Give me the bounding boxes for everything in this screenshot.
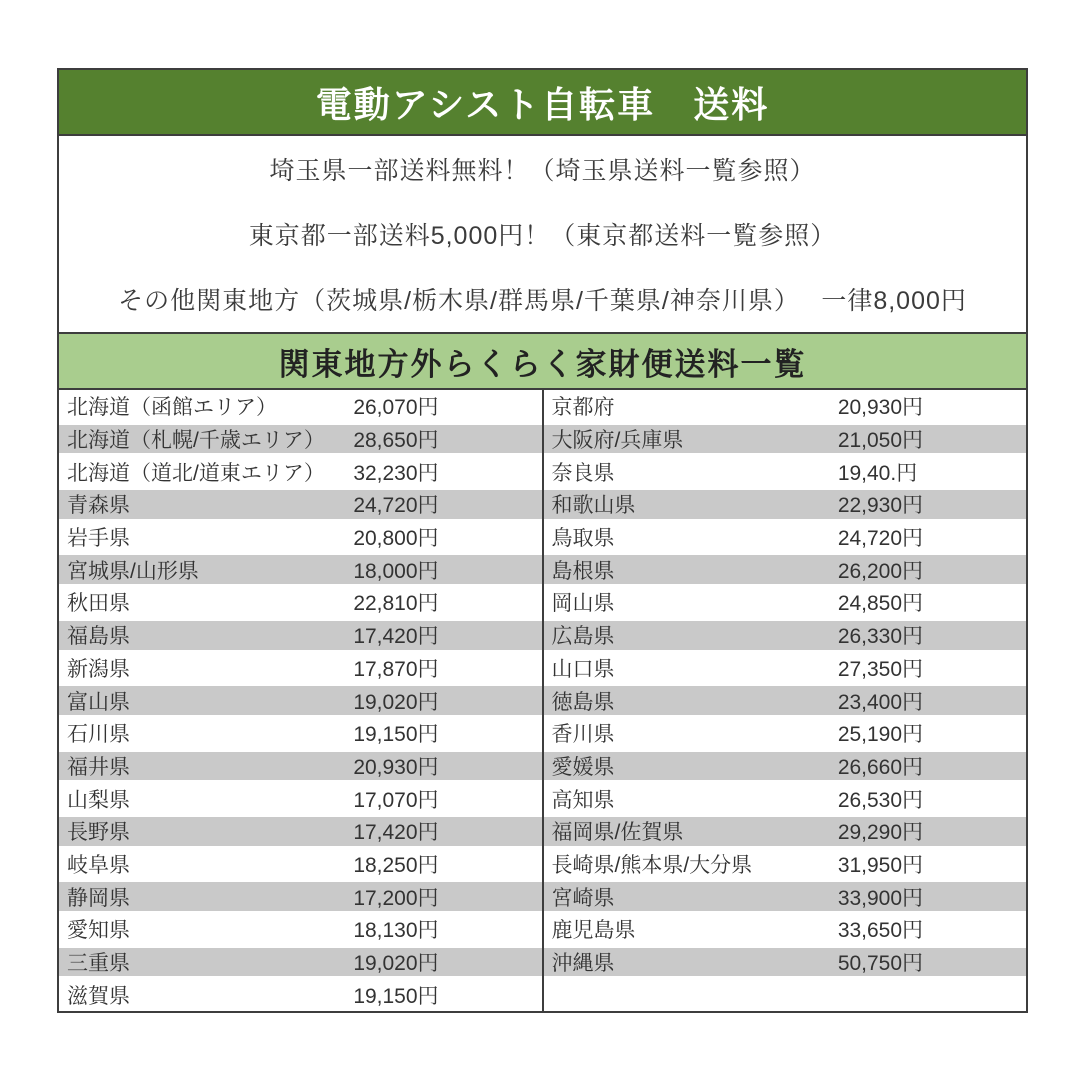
- table-row: [59, 455, 542, 488]
- shipping-price: 28,650円: [353, 429, 439, 453]
- shipping-price: 25,190円: [837, 723, 924, 747]
- prefecture-name: 愛媛県: [551, 755, 615, 779]
- shipping-price: 26,530円: [837, 788, 924, 812]
- prefecture-name: 愛知県: [67, 919, 130, 943]
- prefecture-name: 高知県: [551, 788, 615, 812]
- table-row: [544, 913, 1027, 946]
- shipping-price: 22,810円: [353, 592, 439, 616]
- prefecture-name: 宮崎県: [551, 886, 615, 910]
- shipping-price: 19,020円: [353, 952, 439, 976]
- table-row: [59, 423, 542, 456]
- prefecture-name: 岡山県: [551, 592, 615, 616]
- prefecture-name: 北海道（道北/道東エリア）: [67, 461, 325, 485]
- table-left-column: [59, 390, 542, 1011]
- table-title-bar: [59, 332, 1026, 390]
- shipping-price: 24,720円: [353, 494, 439, 518]
- table-row: [59, 880, 542, 913]
- prefecture-name: 島根県: [551, 559, 615, 583]
- table-row: [59, 586, 542, 619]
- table-title: 関東地方外らくらく家財便送料一覧: [278, 346, 807, 382]
- table-row: [59, 913, 542, 946]
- prefecture-name: 沖縄県: [551, 952, 615, 976]
- prefecture-name: 香川県: [551, 723, 615, 747]
- prefecture-name: 静岡県: [67, 886, 130, 910]
- table-row: [544, 553, 1027, 586]
- table-row: [59, 488, 542, 521]
- prefecture-name: 宮城県/山形県: [67, 559, 199, 583]
- table-row: [544, 652, 1027, 685]
- table-row: [59, 652, 542, 685]
- table-row: [59, 619, 542, 652]
- table-row: [544, 946, 1027, 979]
- shipping-price: 33,900円: [837, 886, 924, 910]
- table-row: [544, 455, 1027, 488]
- prefecture-name: 徳島県: [551, 690, 615, 714]
- prefecture-name: 福岡県/佐賀県: [551, 821, 684, 845]
- shipping-price: 26,070円: [353, 396, 439, 420]
- shipping-price: 17,420円: [353, 625, 439, 649]
- prefecture-name: 岐阜県: [67, 853, 130, 877]
- main-title-bar: [59, 70, 1026, 136]
- shipping-price: 17,420円: [353, 821, 439, 845]
- prefecture-name: 青森県: [67, 494, 130, 518]
- prefecture-name: 鹿児島県: [551, 919, 636, 943]
- shipping-price: 27,350円: [837, 657, 924, 681]
- prefecture-name: 岩手県: [67, 527, 130, 551]
- shipping-price: 19,020円: [353, 690, 439, 714]
- shipping-price: 29,290円: [837, 821, 924, 845]
- shipping-info-card: [57, 68, 1028, 1013]
- shipping-price: 24,720円: [837, 527, 924, 551]
- prefecture-name: 滋賀県: [67, 984, 130, 1008]
- table-row: [59, 946, 542, 979]
- prefecture-name: 長野県: [67, 821, 130, 845]
- shipping-price: 26,330円: [837, 625, 924, 649]
- prefecture-name: 石川県: [67, 723, 130, 747]
- table-right-column: [544, 390, 1027, 1011]
- table-row: [544, 684, 1027, 717]
- table-row: [59, 978, 542, 1011]
- shipping-price: 21,050円: [837, 429, 924, 453]
- table-row: [544, 815, 1027, 848]
- shipping-price: 26,200円: [837, 559, 924, 583]
- shipping-price: 18,130円: [353, 919, 439, 943]
- shipping-price: 18,000円: [353, 559, 439, 583]
- table-row: [544, 521, 1027, 554]
- shipping-price: 17,070円: [353, 788, 439, 812]
- shipping-price: 18,250円: [353, 853, 439, 877]
- prefecture-name: 福島県: [67, 625, 130, 649]
- table-row: [544, 619, 1027, 652]
- shipping-price: 19,40.円: [837, 461, 918, 485]
- table-row: [59, 390, 542, 423]
- shipping-price: 24,850円: [837, 592, 924, 616]
- table-row: [59, 848, 542, 881]
- table-row: [59, 750, 542, 783]
- table-row: [544, 586, 1027, 619]
- table-row: [59, 717, 542, 750]
- prefecture-name: 秋田県: [67, 592, 130, 616]
- shipping-price: 19,150円: [353, 723, 439, 747]
- prefecture-name: 北海道（函館エリア）: [67, 396, 277, 420]
- notes-section: [59, 136, 1026, 332]
- shipping-price: 23,400円: [837, 690, 924, 714]
- main-title: 電動アシスト自転車 送料: [315, 83, 770, 125]
- table-row: [59, 553, 542, 586]
- shipping-price: 22,930円: [837, 494, 924, 518]
- note-tokyo: 東京都一部送料5,000円！（東京都送料一覧参照）: [248, 221, 837, 250]
- prefecture-name: 和歌山県: [551, 494, 636, 518]
- prefecture-name: 京都府: [551, 396, 615, 420]
- shipping-price: 50,750円: [837, 952, 924, 976]
- prefecture-name: 三重県: [67, 952, 130, 976]
- table-row: [544, 978, 1027, 1011]
- shipping-price: 20,930円: [353, 755, 439, 779]
- shipping-price: 17,870円: [353, 657, 439, 681]
- table-row: [544, 848, 1027, 881]
- prefecture-name: 福井県: [67, 755, 130, 779]
- prefecture-name: 奈良県: [551, 461, 615, 485]
- shipping-price: 26,660円: [837, 755, 924, 779]
- table-row: [544, 423, 1027, 456]
- note-kanto-other: その他関東地方（茨城県/栃木県/群馬県/千葉県/神奈川県） 一律8,000円: [118, 287, 967, 316]
- prefecture-name: 大阪府/兵庫県: [551, 429, 684, 453]
- prefecture-name: 山口県: [551, 657, 615, 681]
- table-row: [544, 717, 1027, 750]
- table-row: [59, 782, 542, 815]
- shipping-price: 31,950円: [837, 853, 924, 877]
- table-row: [544, 750, 1027, 783]
- table-row: [59, 684, 542, 717]
- table-row: [59, 815, 542, 848]
- shipping-price: 20,800円: [353, 527, 439, 551]
- prefecture-name: 新潟県: [67, 657, 130, 681]
- table-row: [544, 488, 1027, 521]
- shipping-price: 20,930円: [837, 396, 924, 420]
- shipping-price: 19,150円: [353, 984, 439, 1008]
- prefecture-name: 鳥取県: [551, 527, 615, 551]
- note-saitama: 埼玉県一部送料無料！（埼玉県送料一覧参照）: [269, 156, 816, 185]
- shipping-price: 33,650円: [837, 919, 924, 943]
- shipping-price: 17,200円: [353, 886, 439, 910]
- table-row: [59, 521, 542, 554]
- prefecture-name: 広島県: [551, 625, 615, 649]
- table-row: [544, 782, 1027, 815]
- prefecture-name: 富山県: [67, 690, 130, 714]
- shipping-fee-table: [59, 390, 1026, 1011]
- prefecture-name: 長崎県/熊本県/大分県: [551, 853, 753, 877]
- prefecture-name: 北海道（札幌/千歳エリア）: [67, 429, 325, 453]
- shipping-price: 32,230円: [353, 461, 439, 485]
- prefecture-name: 山梨県: [67, 788, 130, 812]
- table-row: [544, 390, 1027, 423]
- table-row: [544, 880, 1027, 913]
